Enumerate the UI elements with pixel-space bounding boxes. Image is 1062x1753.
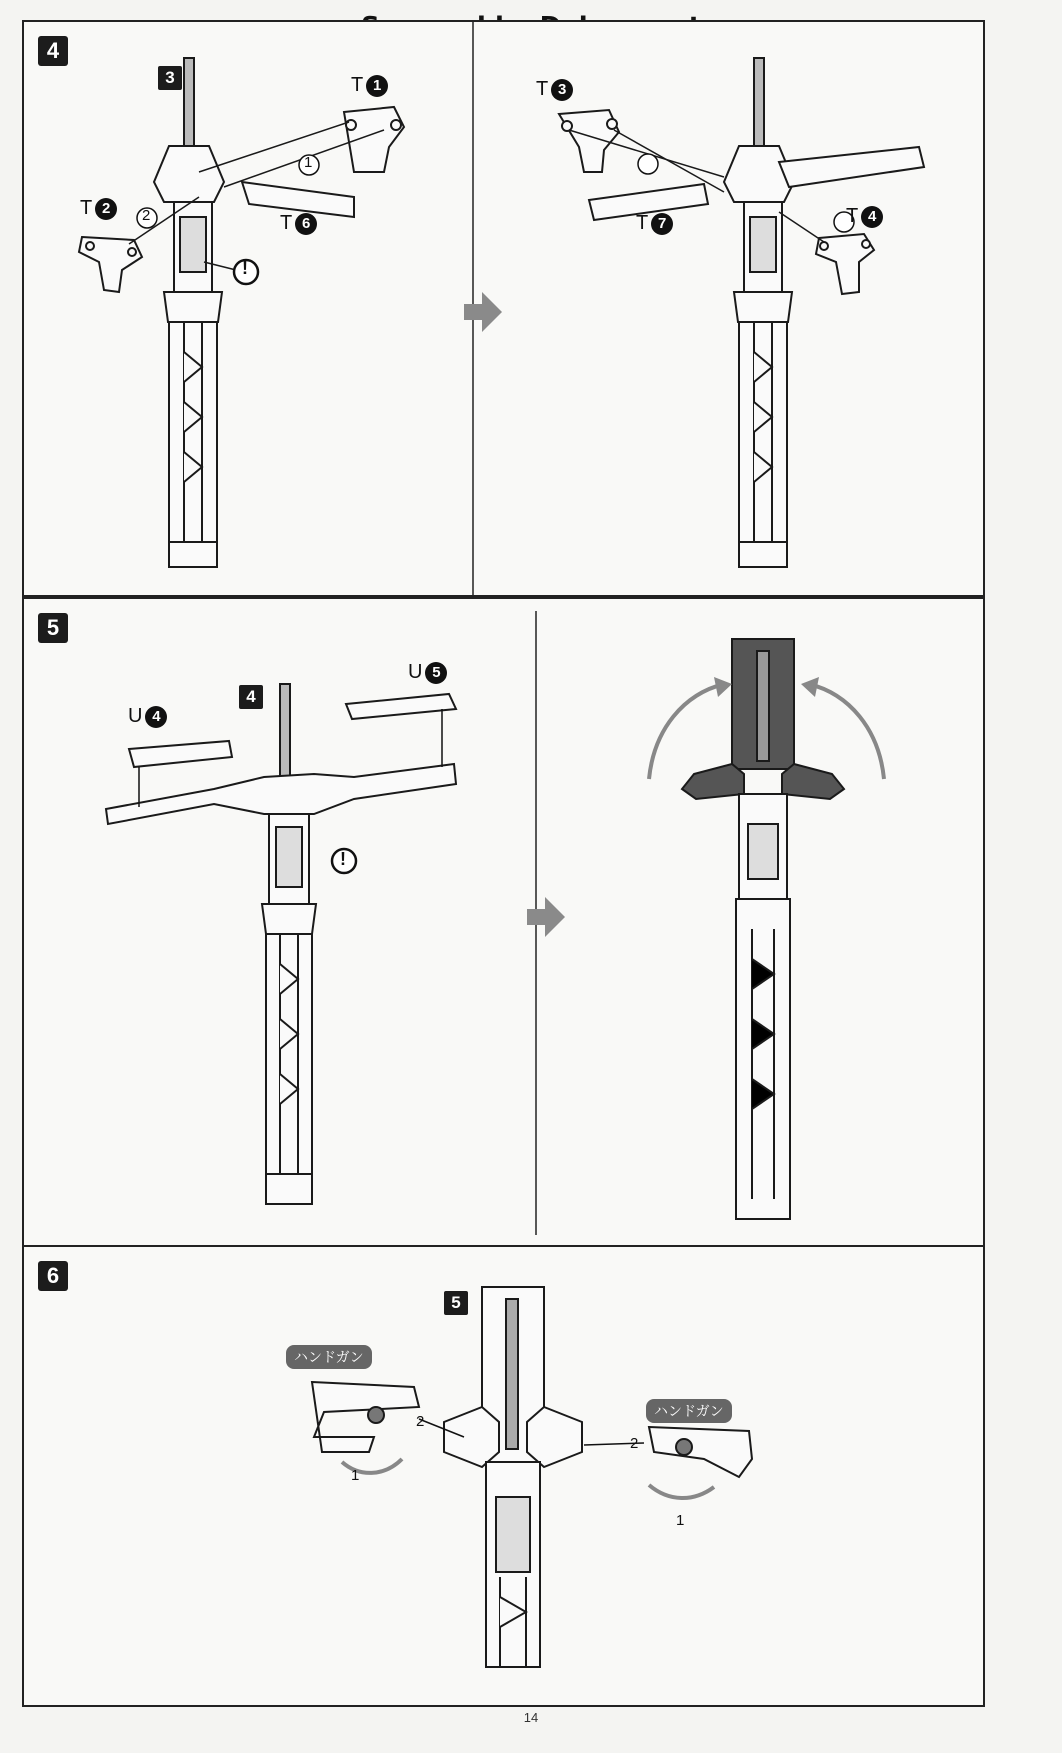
part-t3	[559, 110, 619, 172]
part-tag-t6: T 6	[280, 212, 317, 235]
order-mark-2: 2	[142, 207, 151, 224]
part-tag-u5: U 5	[408, 661, 447, 684]
handgun-right	[649, 1427, 752, 1477]
part-tag-u4: U 4	[128, 705, 167, 728]
step-6-illustration	[24, 1247, 985, 1707]
caution-mark: !	[340, 849, 346, 869]
page-number: 14	[523, 1710, 539, 1725]
order-mark-1-right: 1	[676, 1512, 685, 1529]
part-label-handgun-left: ハンドガン	[286, 1345, 372, 1369]
part-u4	[129, 741, 232, 767]
sword-right	[724, 58, 924, 567]
rotate-arrow-icon	[649, 1485, 714, 1498]
step-number: 5	[38, 613, 68, 643]
order-mark-2-left: 2	[416, 1413, 425, 1430]
step-5-illustration	[24, 599, 985, 1247]
part-label-handgun-right: ハンドガン	[646, 1399, 732, 1423]
handgun-left	[312, 1382, 419, 1452]
step-number: 4	[38, 36, 68, 66]
sub-step-ref: 3	[158, 66, 182, 90]
part-tag-t4: T 4	[846, 205, 883, 228]
step-4-panel	[22, 20, 985, 597]
part-tag-t1: T 1	[351, 74, 388, 97]
rotate-arrow-icon	[809, 684, 884, 779]
step-number: 6	[38, 1261, 68, 1291]
part-tag-t3: T 3	[536, 78, 573, 101]
order-mark-2-right: 2	[630, 1435, 639, 1452]
part-tag-t7: T 7	[636, 212, 673, 235]
sub-step-ref: 5	[444, 1291, 468, 1315]
order-mark-1-left: 1	[351, 1467, 360, 1484]
step-4-illustration	[24, 22, 985, 597]
part-t2	[79, 237, 142, 292]
caution-mark: !	[242, 258, 248, 278]
step-6-panel	[22, 1245, 985, 1707]
part-t1	[344, 107, 404, 172]
part-t4	[816, 234, 874, 294]
sword-left	[154, 58, 224, 567]
sword-top	[444, 1287, 582, 1667]
sword-folded	[682, 639, 844, 1219]
part-tag-t2: T 2	[80, 197, 117, 220]
step-5-panel	[22, 597, 985, 1247]
part-u5	[346, 694, 456, 719]
sub-step-ref: 4	[239, 685, 263, 709]
next-step-arrow-icon	[464, 292, 502, 332]
rotate-arrow-icon	[649, 684, 724, 779]
order-mark-1: 1	[304, 154, 313, 171]
next-step-arrow-icon	[527, 897, 565, 937]
